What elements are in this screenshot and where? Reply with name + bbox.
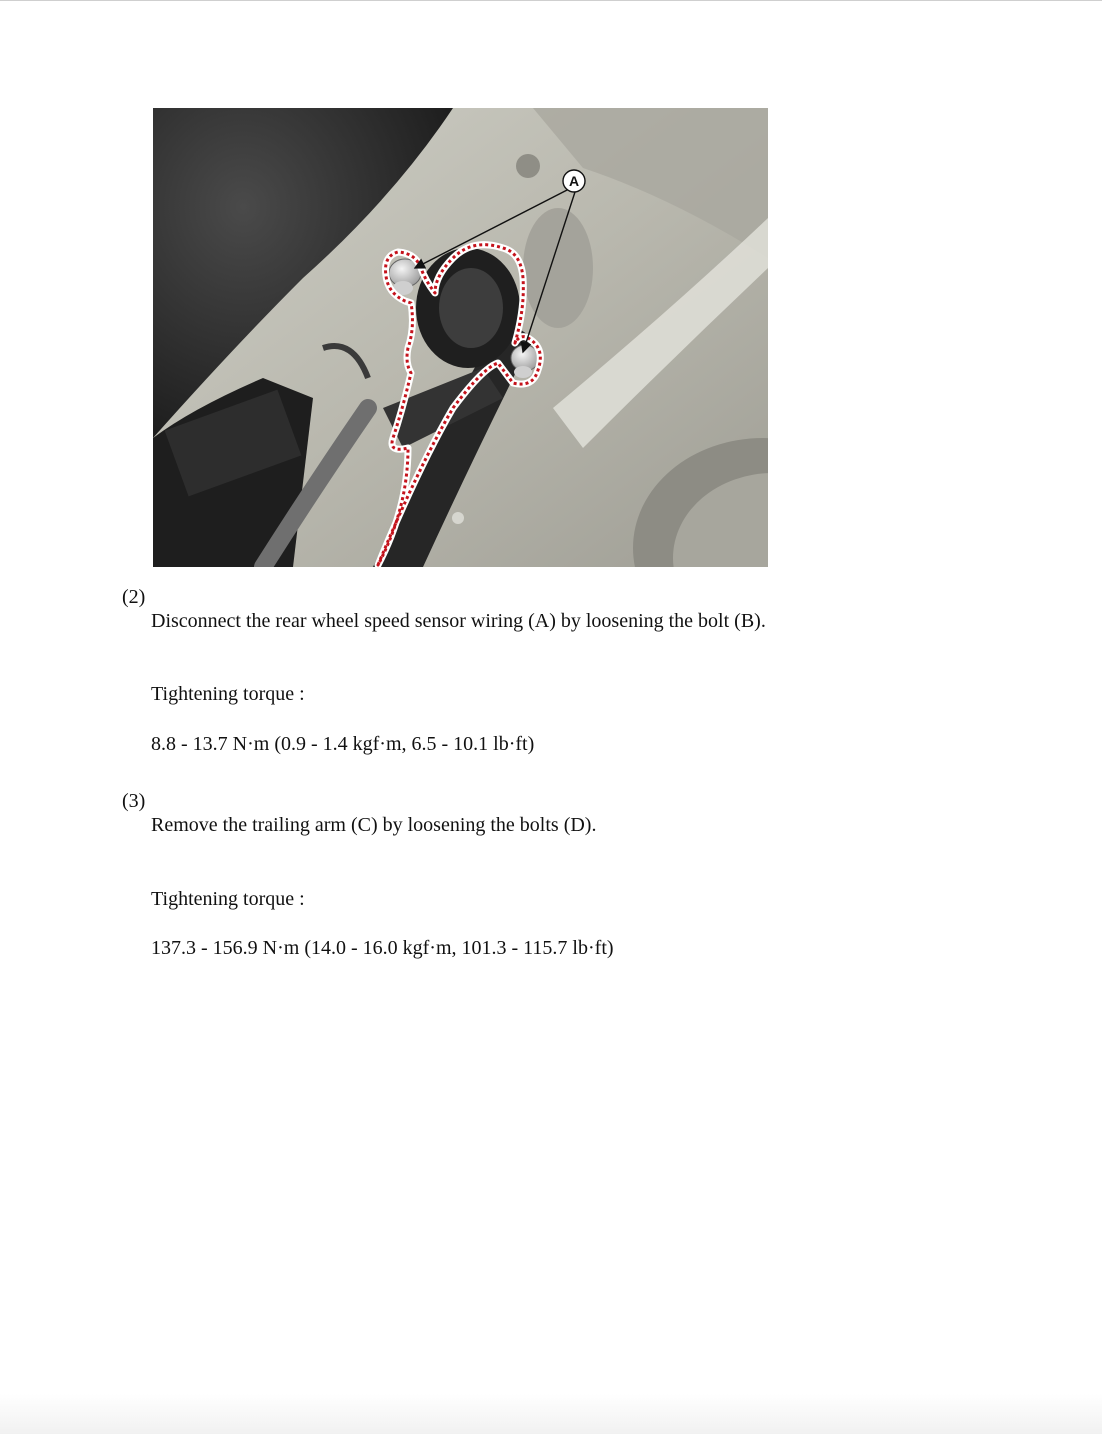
page-bottom-shadow xyxy=(0,1394,1102,1434)
step-3-torque-value: 137.3 - 156.9 N·m (14.0 - 16.0 kgf·m, 101.3 - 115.7 lb·ft) xyxy=(151,937,614,959)
page-top-border xyxy=(0,0,1102,1)
step-3-instruction: Remove the trailing arm (C) by loosening the bolts (D). xyxy=(151,814,597,836)
callout-a xyxy=(563,170,585,192)
trailing-arm-photo xyxy=(153,108,768,567)
step-3-torque-label: Tightening torque : xyxy=(151,888,305,910)
step-number-3: (3) xyxy=(122,790,146,812)
step-2-torque-label: Tightening torque : xyxy=(151,683,305,705)
svg-text:A: A xyxy=(568,173,580,189)
step-2-instruction: Disconnect the rear wheel speed sensor wiring (A) by loosening the bolt (B). xyxy=(151,610,766,632)
step-number-2: (2) xyxy=(122,586,146,608)
service-photo xyxy=(153,108,768,567)
step-2-torque-value: 8.8 - 13.7 N·m (0.9 - 1.4 kgf·m, 6.5 - 10.1 lb·ft) xyxy=(151,733,535,755)
